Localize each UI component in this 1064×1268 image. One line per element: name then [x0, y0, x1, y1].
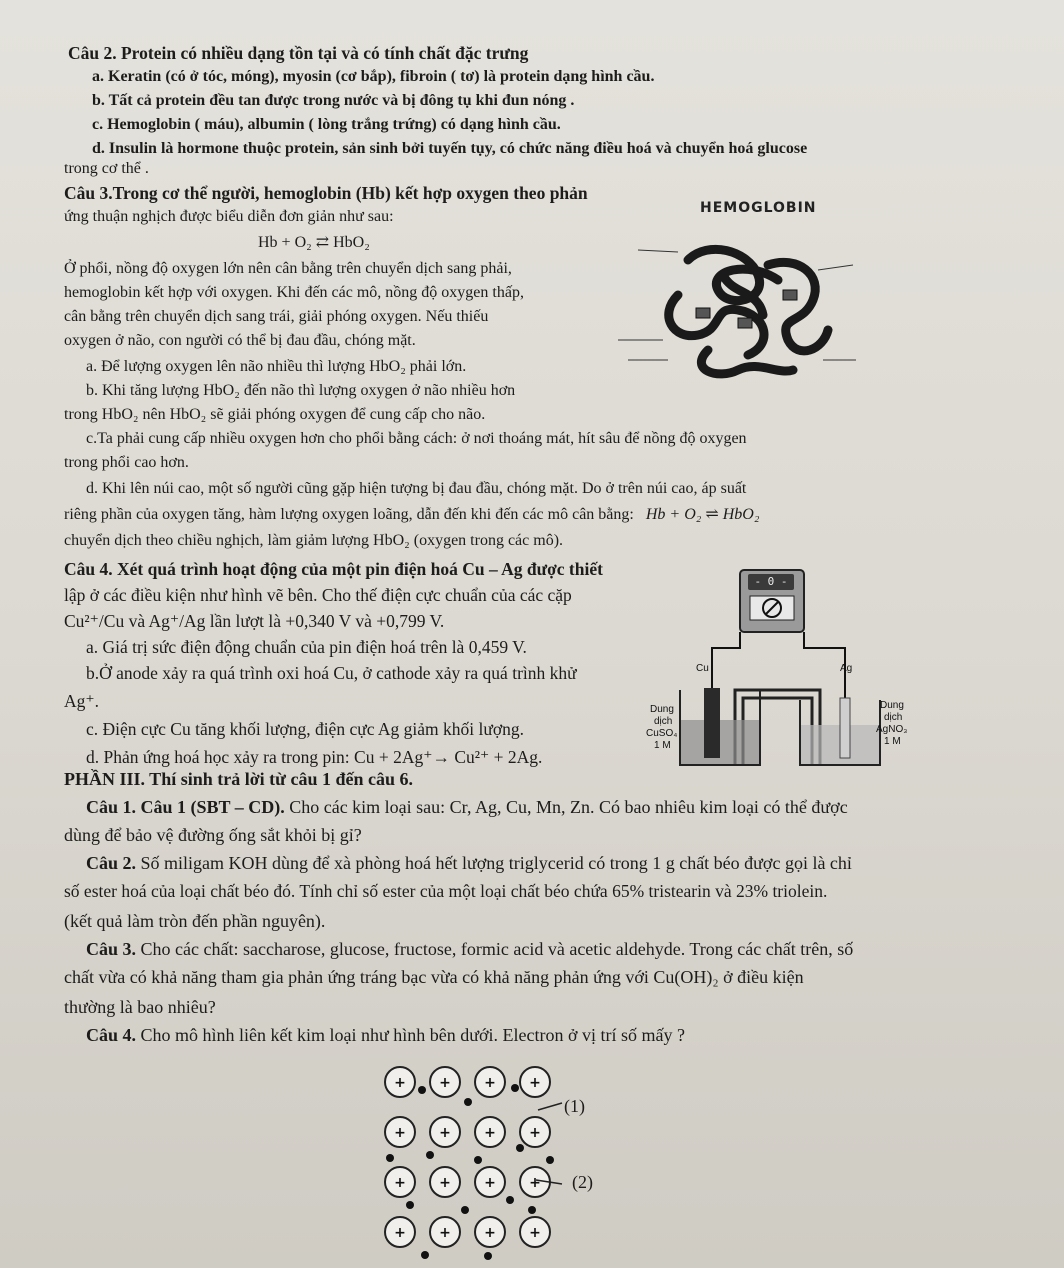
- cation-charge: +: [529, 1175, 541, 1191]
- q3-option-d-equation: Hb + O₂ ⇌ HbO₂: [645, 506, 760, 523]
- q3-option-b-cont: trong HbO₂ nên HbO₂ sẽ giải phóng oxygen để cung cấp cho não.: [64, 406, 486, 423]
- right-solution-label-4: 1 M: [884, 736, 901, 747]
- cation-charge: +: [484, 1125, 496, 1141]
- q4-line1: [64, 558, 603, 580]
- q4-option-a: a. Giá trị sức điện động chuẩn của pin điện hoá trên là 0,459 V.: [86, 637, 527, 657]
- electron: [484, 1252, 492, 1260]
- electron: [516, 1144, 524, 1152]
- q2-option-b: b. Tất cả protein đều tan được trong nước và bị đông tụ khi đun nóng .: [92, 92, 575, 109]
- q2-option-d: d. Insulin là hormone thuộc protein, sản sinh bởi tuyến tụy, có chức năng điều hoá và chuyển hoá glucose: [92, 140, 808, 157]
- electron: [546, 1156, 554, 1164]
- cation-charge: +: [529, 1125, 541, 1141]
- p3-q2-line3: (kết quả làm tròn đến phần nguyên).: [64, 911, 326, 931]
- q2-option-c: c. Hemoglobin ( máu), albumin ( lòng trắng trứng) có dạng hình cầu.: [92, 116, 561, 133]
- right-solution-label-2: dịch: [884, 712, 903, 723]
- q4-option-b-cont: Ag⁺.: [64, 691, 99, 711]
- cation-charge: +: [529, 1225, 541, 1241]
- p3-q2-label: Câu 2.: [86, 853, 137, 873]
- part3-title: PHẦN III. Thí sinh trả lời từ câu 1 đến câu 6.: [64, 769, 413, 789]
- electron: [474, 1156, 482, 1164]
- cation-charge: +: [439, 1175, 451, 1191]
- q3-intro: [64, 182, 588, 204]
- p3-q4-line1: [86, 1024, 685, 1046]
- p3-q3-line3: thường là bao nhiêu?: [64, 997, 216, 1017]
- cation-charge: +: [484, 1175, 496, 1191]
- cation-charge: +: [394, 1175, 406, 1191]
- q3-option-a: a. Để lượng oxygen lên não nhiều thì lượng HbO₂ phải lớn.: [86, 358, 467, 375]
- electron: [421, 1251, 429, 1259]
- p3-q2-text: Số miligam KOH dùng để xà phòng hoá hết lượng triglycerid có trong 1 g chất béo được gọi là chỉ: [136, 853, 852, 873]
- electron: [511, 1084, 519, 1092]
- electron: [506, 1196, 514, 1204]
- q3-line5: cân bằng trên chuyển dịch sang trái, giải phóng oxygen. Nếu thiếu: [64, 308, 489, 325]
- right-solution-label-3: AgNO₃: [876, 724, 908, 735]
- left-solution-label-1: Dung: [650, 704, 674, 715]
- q3-option-d: d. Khi lên núi cao, một số người cũng gặp hiện tượng bị đau đầu, chóng mặt. Do ở trên núi cao, áp suất: [86, 480, 747, 497]
- electron: [461, 1206, 469, 1214]
- q3-option-c-cont: trong phổi cao hơn.: [64, 454, 189, 471]
- left-solution-label-3: CuSO₄: [646, 728, 678, 739]
- p3-q1-line2: dùng để bảo vệ đường ống sắt khỏi bị gỉ?: [64, 825, 362, 845]
- q3-line4: hemoglobin kết hợp với oxygen. Khi đến các mô, nồng độ oxygen thấp,: [64, 284, 524, 301]
- q4-line3: Cu²⁺/Cu và Ag⁺/Ag lần lượt là +0,340 V và +0,799 V.: [64, 611, 445, 631]
- q3-option-d-cont2: chuyển dịch theo chiều nghịch, làm giảm lượng HbO₂ (oxygen trong các mô).: [64, 532, 564, 549]
- left-solution-label-4: 1 M: [654, 740, 671, 751]
- electron: [418, 1086, 426, 1094]
- q2-option-a: a. Keratin (có ở tóc, móng), myosin (cơ bắp), fibroin ( tơ) là protein dạng hình cầu.: [92, 68, 655, 85]
- q4-line2: lập ở các điều kiện như hình vẽ bên. Cho thế điện cực chuẩn của các cặp: [64, 585, 572, 605]
- hemoglobin-structure-illustration: [618, 220, 858, 390]
- p3-q4-label: Câu 4.: [86, 1025, 137, 1045]
- cation-charge: +: [484, 1075, 496, 1091]
- right-solution-label-1: Dung: [880, 700, 904, 711]
- cation-charge: +: [394, 1225, 406, 1241]
- p3-q3-label: Câu 3.: [86, 939, 137, 959]
- electron: [406, 1201, 414, 1209]
- cation-charge: +: [439, 1225, 451, 1241]
- cation-charge: +: [529, 1075, 541, 1091]
- model-label-2: (2): [572, 1172, 593, 1192]
- ag-electrode-label: Ag: [840, 663, 853, 674]
- model-label-1: (1): [564, 1096, 585, 1116]
- p3-q1-text: Cho các kim loại sau: Cr, Ag, Cu, Mn, Zn. Có bao nhiêu kim loại có thể được: [284, 797, 848, 817]
- q3-option-c: c.Ta phải cung cấp nhiều oxygen hơn cho phổi bằng cách: ở nơi thoáng mát, hít sâu để nồng độ oxygen: [86, 430, 747, 447]
- q3-line3: Ở phổi, nồng độ oxygen lớn nên cân bằng trên chuyển dịch sang phải,: [64, 260, 512, 277]
- p3-q3-line2: chất vừa có khả năng tham gia phản ứng tráng bạc vừa có khả năng phản ứng với Cu(OH)₂ ở điều kiện: [64, 967, 804, 987]
- q2-option-d-cont: trong cơ thể .: [64, 160, 149, 177]
- left-solution-label-2: dịch: [654, 716, 673, 727]
- q3-line2: ứng thuận nghịch được biểu diễn đơn giản như sau:: [64, 208, 394, 225]
- q2-title: Câu 2. Protein có nhiều dạng tồn tại và có tính chất đặc trưng: [68, 43, 529, 63]
- q3-line1: Câu 3.Trong cơ thể người, hemoglobin (Hb) kết hợp oxygen theo phản: [64, 183, 588, 203]
- p3-q3-line1: [86, 938, 853, 960]
- galvanic-cell-diagram: [640, 560, 910, 775]
- electron: [464, 1098, 472, 1106]
- q3-option-d-text: riêng phần của oxygen tăng, hàm lượng oxygen loãng, dẫn đến khi đến các mô cân bằng:: [64, 506, 634, 523]
- hemoglobin-figure-title: HEMOGLOBIN: [700, 200, 817, 216]
- p3-q4-text: Cho mô hình liên kết kim loại như hình bên dưới. Electron ở vị trí số mấy ?: [136, 1025, 685, 1045]
- p3-q2-line2: số ester hoá của loại chất béo đó. Tính chỉ số ester của một loại chất béo chứa 65% tristearin và 23% triolein.: [64, 881, 828, 901]
- cation-charge: +: [394, 1075, 406, 1091]
- cation-charge: +: [439, 1075, 451, 1091]
- q3-equation: Hb + O₂ ⇄ HbO₂: [258, 234, 370, 251]
- p3-q2-line1: [86, 852, 852, 874]
- q4-line1-text: Câu 4. Xét quá trình hoạt động của một pin điện hoá Cu – Ag được thiết: [64, 559, 603, 579]
- q4-option-d: d. Phản ứng hoá học xảy ra trong pin: Cu + 2Ag⁺→ Cu²⁺ + 2Ag.: [86, 747, 543, 767]
- electron: [426, 1151, 434, 1159]
- q3-option-b: b. Khi tăng lượng HbO₂ đến não thì lượng oxygen ở não nhiều hơn: [86, 382, 516, 399]
- metallic-bond-model: [370, 1060, 570, 1265]
- q3-line6: oxygen ở não, con người có thể bị đau đầu, chóng mặt.: [64, 332, 416, 349]
- p3-q1-line1: [86, 796, 848, 818]
- q3-option-d-cont: [64, 504, 759, 526]
- q4-option-c: c. Điện cực Cu tăng khối lượng, điện cực Ag giảm khối lượng.: [86, 719, 524, 739]
- p3-q3-text: Cho các chất: saccharose, glucose, fructose, formic acid và acetic aldehyde. Trong các chất trên, số: [136, 939, 854, 959]
- p3-q1-label: Câu 1. Câu 1 (SBT – CD).: [86, 797, 285, 817]
- cation-charge: +: [439, 1125, 451, 1141]
- q4-option-b: b.Ở anode xảy ra quá trình oxi hoá Cu, ở cathode xảy ra quá trình khử: [86, 663, 577, 683]
- cation-charge: +: [484, 1225, 496, 1241]
- electron: [528, 1206, 536, 1214]
- cu-electrode-label: Cu: [696, 663, 709, 674]
- electron: [386, 1154, 394, 1162]
- voltmeter-display: - 0 -: [748, 574, 794, 590]
- cation-charge: +: [394, 1125, 406, 1141]
